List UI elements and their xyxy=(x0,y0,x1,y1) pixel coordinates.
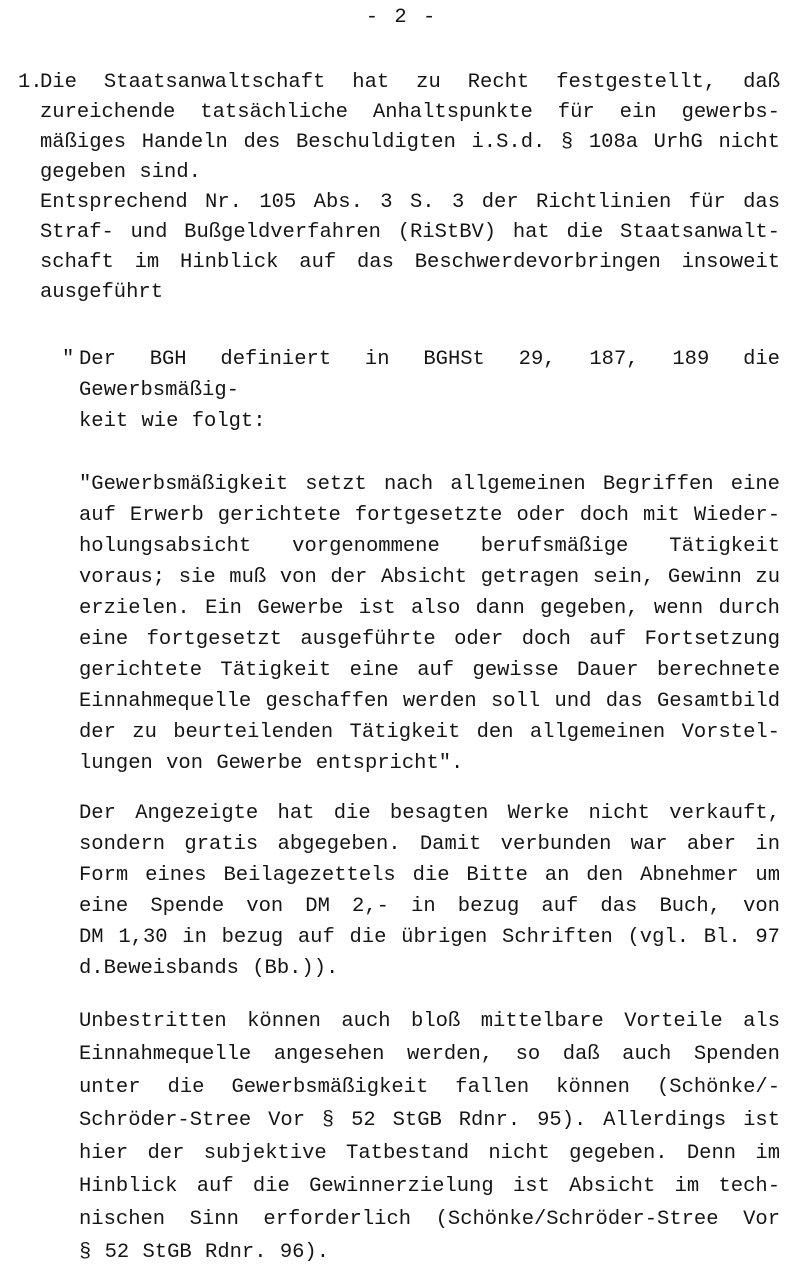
text-line: hier der subjektive Tatbestand nicht gegeben. Denn im xyxy=(79,1142,780,1165)
text-line: d.Beweisbands (Bb.)). xyxy=(79,957,339,980)
text-line: keit wie folgt: xyxy=(79,410,266,433)
text-line: Entsprechend Nr. 105 Abs. 3 S. 3 der Richtlinien für das xyxy=(40,191,780,214)
text-line: "Gewerbsmäßigkeit setzt nach allgemeinen Begriffen eine xyxy=(79,473,780,496)
paragraph-1-part-1 xyxy=(18,68,780,188)
document-page xyxy=(0,6,803,1264)
text-line: Straf- und Bußgeldverfahren (RiStBV) hat die Staatsanwalt- xyxy=(40,221,780,244)
quoted-paragraph-spende xyxy=(79,798,780,984)
text-line: eine Spende von DM 2,- in bezug auf das Buch, von xyxy=(79,895,780,918)
text-line: schaft im Hinblick auf das Beschwerdevorbringen insoweit xyxy=(40,251,780,274)
text-line: gegeben sind. xyxy=(40,161,201,184)
opening-quote-mark: " xyxy=(62,348,75,371)
text-line: voraus; sie muß von der Absicht getragen sein, Gewinn zu xyxy=(79,566,780,589)
text-line: unter die Gewerbsmäßigkeit fallen können (Schönke/- xyxy=(79,1076,780,1099)
text-line: sondern gratis abgegeben. Damit verbunden war aber in xyxy=(79,833,780,856)
text-line: Der BGH definiert in BGHSt 29, 187, 189 die Gewerbsmäßig- xyxy=(79,348,780,402)
text-line: § 52 StGB Rdnr. 96). xyxy=(79,1241,330,1264)
text-line: Hinblick auf die Gewinnerzielung ist Absicht im tech- xyxy=(79,1175,780,1198)
quoted-paragraph-subjektiver-tatbestand xyxy=(79,1005,780,1269)
text-line: der zu beurteilenden Tätigkeit den allgemeinen Vorstel- xyxy=(79,721,780,744)
text-line: DM 1,30 in bezug auf die übrigen Schriften (vgl. Bl. 97 xyxy=(79,926,780,949)
text-line: holungsabsicht vorgenommene berufsmäßige Tätigkeit xyxy=(79,535,780,558)
quotation-intro-paragraph xyxy=(62,344,780,437)
text-line: mäßiges Handeln des Beschuldigten i.S.d. § 108a UrhG nicht xyxy=(40,131,780,154)
text-line: Einnahmequelle geschaffen werden soll und das Gesamtbild xyxy=(79,690,780,713)
page-number: - 2 - xyxy=(365,6,438,29)
text-line: lungen von Gewerbe entspricht". xyxy=(79,752,464,775)
text-line: zureichende tatsächliche Anhaltspunkte für ein gewerbs- xyxy=(40,101,780,124)
text-line: nischen Sinn erforderlich (Schönke/Schröder-Stree Vor xyxy=(79,1208,780,1231)
text-line: Unbestritten können auch bloß mittelbare Vorteile als xyxy=(79,1010,780,1033)
quoted-paragraph-bgh-definition xyxy=(79,469,780,779)
text-line: Schröder-Stree Vor § 52 StGB Rdnr. 95). Allerdings ist xyxy=(79,1109,780,1132)
paragraph-1-part-2 xyxy=(40,188,780,308)
text-line: gerichtete Tätigkeit eine auf gewisse Dauer berechnete xyxy=(79,659,780,682)
text-line: Der Angezeigte hat die besagten Werke nicht verkauft, xyxy=(79,802,780,825)
text-line: Einnahmequelle angesehen werden, so daß auch Spenden xyxy=(79,1043,780,1066)
text-line: ausgeführt xyxy=(40,281,164,304)
text-line: Die Staatsanwaltschaft hat zu Recht festgestellt, daß xyxy=(40,71,780,94)
text-line: erzielen. Ein Gewerbe ist also dann gegeben, wenn durch xyxy=(79,597,780,620)
text-line: auf Erwerb gerichtete fortgesetzte oder doch mit Wieder- xyxy=(79,504,780,527)
list-item-number: 1. xyxy=(18,71,43,94)
text-line: Form eines Beilagezettels die Bitte an den Abnehmer um xyxy=(79,864,780,887)
text-line: eine fortgesetzt ausgeführte oder doch auf Fortsetzung xyxy=(79,628,780,651)
